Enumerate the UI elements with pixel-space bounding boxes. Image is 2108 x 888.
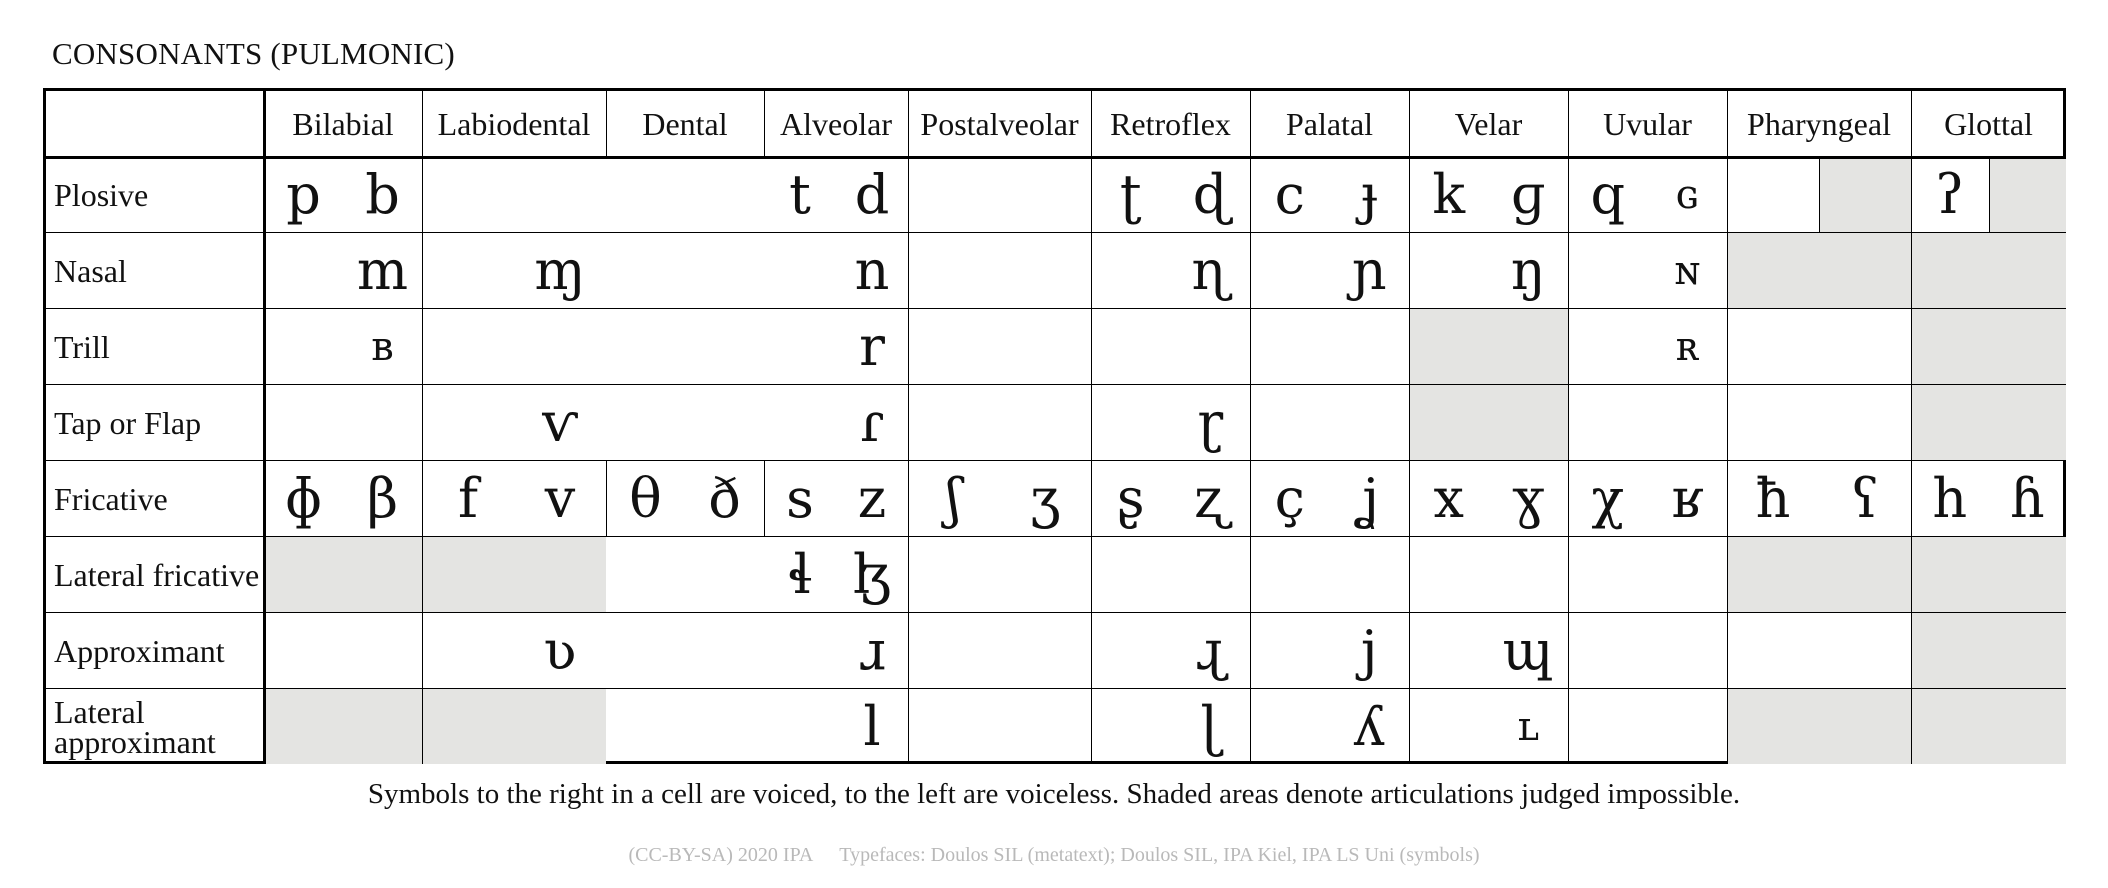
column-header-glottal: Glottal xyxy=(1944,105,2033,142)
shaded-impossible-cell xyxy=(1819,157,1911,233)
plosive-half-divider xyxy=(1819,157,1820,233)
voiceless-symbol: h xyxy=(1932,467,1968,530)
column-header-bilabial: Bilabial xyxy=(292,105,394,142)
credits-line xyxy=(0,844,2108,867)
shaded-impossible-cell xyxy=(264,537,422,613)
voiced-symbol: ɟ xyxy=(1360,163,1378,226)
shaded-impossible-cell xyxy=(264,689,422,764)
shaded-impossible-cell xyxy=(1911,385,2066,461)
voiceless-symbol: ʈ xyxy=(1119,163,1142,226)
voiced-symbol: ɢ xyxy=(1675,172,1699,218)
voiced-symbol: ɾ xyxy=(859,391,885,454)
voiced-symbol: ʎ xyxy=(1353,694,1385,758)
voiced-symbol: ŋ xyxy=(1510,239,1546,302)
column-header-alveolar: Alveolar xyxy=(780,105,892,142)
shaded-impossible-cell xyxy=(1989,157,2067,233)
column-divider xyxy=(908,91,909,764)
voiced-symbol: ɽ xyxy=(1197,391,1224,454)
voiceless-symbol: ɸ xyxy=(284,467,323,530)
voiced-symbol: ɲ xyxy=(1351,239,1387,302)
shaded-impossible-cell xyxy=(1911,537,2066,613)
shaded-impossible-cell xyxy=(1911,613,2066,689)
voiced-symbol: ɱ xyxy=(534,239,586,302)
column-header-uvular: Uvular xyxy=(1603,105,1692,142)
shaded-impossible-cell xyxy=(1727,689,1911,764)
shaded-impossible-cell xyxy=(1409,309,1568,385)
shaded-impossible-cell xyxy=(1911,689,2066,764)
row-header-tap-or-flap: Tap or Flap xyxy=(54,405,202,441)
voiced-symbol: v xyxy=(544,467,576,530)
chart-caption: Symbols to the right in a cell are voiced, to the left are voiceless. Shaded areas denote articulations judged impossible. xyxy=(367,778,1741,810)
chart-title: CONSONANTS (PULMONIC) xyxy=(52,36,455,71)
voiced-symbol: ɡ xyxy=(1510,163,1546,226)
voiced-symbol: n xyxy=(854,239,890,302)
shaded-impossible-cell xyxy=(1727,537,1911,613)
voiced-symbol: ʟ xyxy=(1517,703,1540,750)
voiced-symbol: ɰ xyxy=(1502,619,1554,682)
row-header-fricative: Fricative xyxy=(54,481,168,517)
column-header-pharyngeal: Pharyngeal xyxy=(1747,105,1891,142)
voiceless-symbol: s xyxy=(786,467,814,530)
column-header-palatal: Palatal xyxy=(1285,105,1374,142)
voiced-symbol: ʁ xyxy=(1671,467,1703,530)
shaded-impossible-cell xyxy=(1727,233,1911,309)
voiceless-symbol: f xyxy=(458,467,478,530)
shaded-impossible-cell xyxy=(422,537,606,613)
column-header-dental: Dental xyxy=(642,105,728,142)
row-header-lateral-approximant: Lateral approximant xyxy=(54,693,216,760)
column-divider xyxy=(1727,91,1728,764)
voiced-symbol: ʀ xyxy=(1675,324,1699,370)
row-header-nasal: Nasal xyxy=(54,253,127,289)
voiceless-symbol: χ xyxy=(1591,467,1625,530)
voiced-symbol: ⱱ xyxy=(542,391,578,454)
shaded-impossible-cell xyxy=(1911,309,2066,385)
shaded-impossible-cell xyxy=(1911,233,2066,309)
voiceless-symbol: ʃ xyxy=(946,467,962,530)
voiced-symbol: j xyxy=(1360,619,1378,682)
voiced-symbol: m xyxy=(356,239,409,302)
voiced-symbol: ʝ xyxy=(1359,467,1380,530)
voiceless-symbol: ħ xyxy=(1755,467,1791,530)
row-header-plosive: Plosive xyxy=(54,177,149,213)
voiced-symbol: d xyxy=(854,163,890,226)
voiced-symbol: b xyxy=(365,163,400,226)
column-header-retroflex: Retroflex xyxy=(1110,105,1231,142)
voiced-symbol: ɮ xyxy=(852,543,892,606)
voiced-symbol: ɣ xyxy=(1512,467,1545,530)
shaded-impossible-cell xyxy=(1409,385,1568,461)
voiceless-symbol: k xyxy=(1432,163,1466,226)
voiceless-symbol: p xyxy=(286,163,321,226)
voiced-symbol: β xyxy=(366,467,399,530)
row-header-approximant: Approximant xyxy=(54,633,225,669)
voiceless-symbol: q xyxy=(1590,163,1626,226)
voiceless-symbol: ʂ xyxy=(1116,467,1145,530)
voiceless-symbol: c xyxy=(1274,163,1305,226)
voiced-symbol: ʙ xyxy=(371,324,394,370)
row-header-trill: Trill xyxy=(54,329,110,365)
voiced-symbol: r xyxy=(859,315,885,378)
voiceless-symbol: ʔ xyxy=(1935,163,1965,226)
plosive-half-divider xyxy=(1989,157,1990,233)
voiced-symbol: ɖ xyxy=(1192,163,1228,226)
column-header-velar: Velar xyxy=(1454,105,1523,142)
voiced-symbol: ʒ xyxy=(1030,467,1061,530)
row-divider xyxy=(46,688,2066,689)
voiced-symbol: ɻ xyxy=(1195,619,1226,682)
voiced-symbol: ɴ xyxy=(1674,248,1701,294)
voiced-symbol: ʕ xyxy=(1850,467,1880,530)
column-header-labiodental: Labiodental xyxy=(437,105,591,142)
column-divider xyxy=(422,91,423,764)
voiceless-symbol: t xyxy=(789,163,811,226)
voiceless-symbol: θ xyxy=(629,467,662,530)
voiced-symbol: ɭ xyxy=(1200,694,1221,758)
consonant-chart-table xyxy=(43,88,2066,764)
voiceless-symbol: ɬ xyxy=(787,543,813,606)
row-divider xyxy=(46,612,2066,613)
voiced-symbol: ʋ xyxy=(543,619,577,682)
voiced-symbol: ɦ xyxy=(2009,467,2045,530)
voiceless-symbol: ç xyxy=(1274,467,1305,530)
voiced-symbol: ð xyxy=(708,467,741,530)
voiceless-symbol: x xyxy=(1433,467,1464,530)
voiced-symbol: l xyxy=(863,694,881,758)
voiced-symbol: ɹ xyxy=(858,619,886,682)
typefaces-text: Typefaces: Doulos SIL (metatext); Doulos SIL, IPA Kiel, IPA LS Uni (symbols) xyxy=(839,844,1480,866)
voiced-symbol: ɳ xyxy=(1191,239,1229,302)
column-header-postalveolar: Postalveolar xyxy=(920,105,1079,142)
row-header-lateral-fricative: Lateral fricative xyxy=(54,557,260,593)
voiced-symbol: z xyxy=(857,467,887,530)
shaded-impossible-cell xyxy=(422,689,606,764)
license-text: (CC-BY-SA) 2020 IPA xyxy=(628,844,814,866)
voiced-symbol: ʐ xyxy=(1194,467,1227,530)
